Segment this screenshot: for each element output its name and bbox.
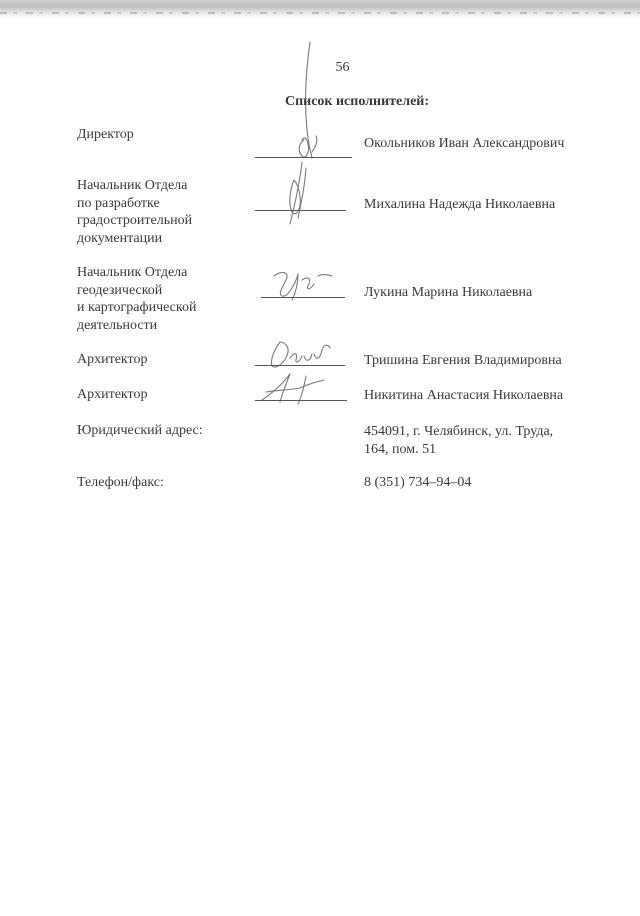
executor-name-3: Лукина Марина Николаевна (364, 285, 533, 300)
executor-name-1: Окольников Иван Александрович (364, 136, 565, 151)
executor-name-4: Тришина Евгения Владимировна (364, 353, 562, 368)
signature-line-4 (255, 365, 345, 366)
signature-4 (262, 338, 332, 372)
signature-line-1 (255, 157, 352, 158)
executor-role-5: Архитектор (77, 387, 148, 402)
signature-line-5 (255, 400, 347, 401)
address-label: Юридический адрес: (77, 423, 203, 438)
signature-3 (268, 266, 338, 306)
executor-name-2: Михалина Надежда Николаевна (364, 197, 556, 212)
phone-label: Телефон/факс: (77, 475, 164, 490)
page-number: 56 (335, 60, 350, 75)
executor-name-5: Никитина Анастасия Николаевна (364, 388, 564, 403)
signature-line-3 (261, 297, 345, 298)
signature-line-2 (255, 210, 346, 211)
address-value: 454091, г. Челябинск, ул. Труда, 164, пом. 51 (364, 424, 554, 457)
phone-value: 8 (351) 734–94–04 (364, 475, 472, 490)
executor-role-1: Директор (77, 127, 134, 142)
executor-role-3: Начальник Отдела геодезической и картографической деятельности (77, 265, 197, 333)
document-title: Список исполнителей: (284, 94, 430, 109)
executor-role-2: Начальник Отдела по разработке градостроительной документации (77, 178, 193, 246)
signature-2 (272, 160, 332, 230)
scan-edge-artifact (0, 0, 640, 18)
executor-role-4: Архитектор (77, 352, 148, 367)
